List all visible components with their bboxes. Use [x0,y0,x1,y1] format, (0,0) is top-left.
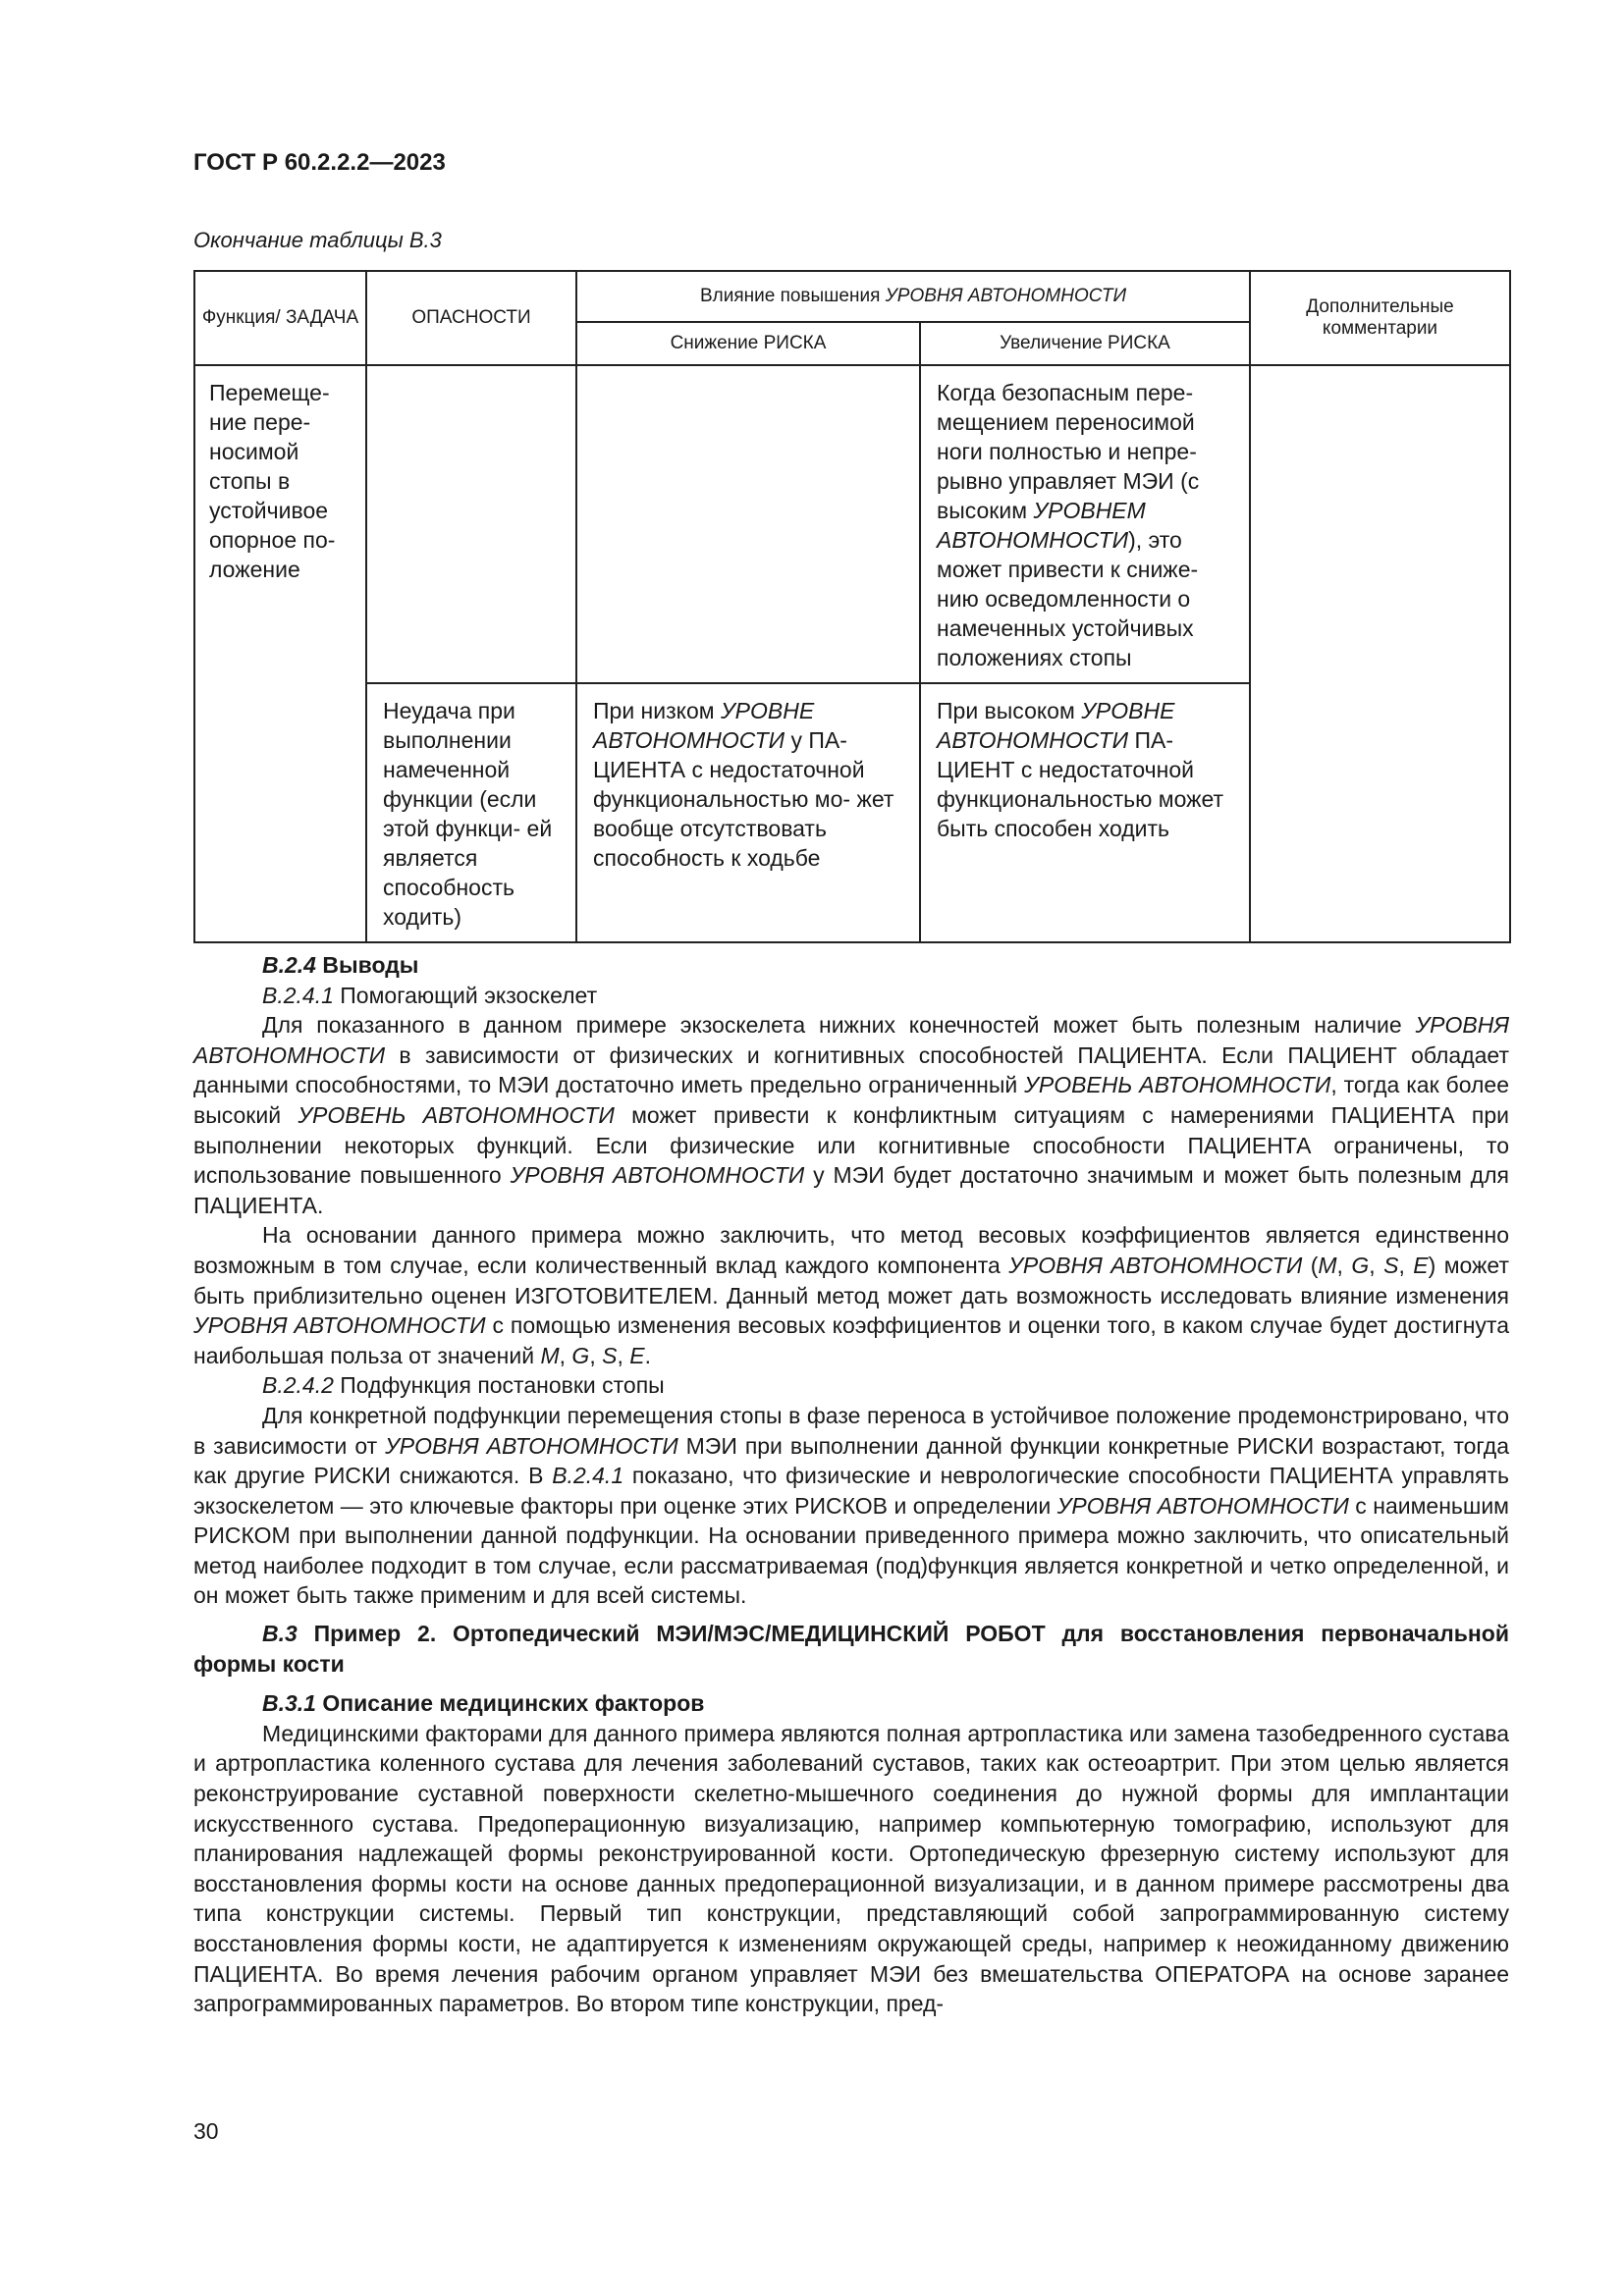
header-comments: Дополнительные комментарии [1250,271,1510,365]
heading-b241: В.2.4.1 Помогающий экзоскелет [262,982,598,1008]
paragraph-3: Для конкретной подфункции перемещения стопы в фазе переноса в устойчивое положение продемонстрировано, что в зависимости от УРОВНЯ АВТОНОМНОСТИ МЭИ при выполнении данной функции конкретные РИСКИ возрастают, тогда как другие РИСКИ снижаются. В В.2.4.1 показано, что физические и неврологические способности ПАЦИЕНТА управлять экзоскелетом — это ключевые факторы при оценке этих РИСКОВ и определении УРОВНЯ АВТОНОМНОСТИ с наименьшим РИСКОМ при выполнении данной подфункции. На основании приведенного примера можно заключить, что описательный метод наиболее подходит в том случае, если рассматриваемая (под)функция является конкретной и четко определенной, и он может быть также применим и для всей системы. [193,1402,1509,1609]
heading-b24: В.2.4 Выводы [262,952,419,978]
cell-function: Перемеще- ние пере- носимой стопы в устойчивое опорное по- ложение [194,365,366,942]
heading-b242: В.2.4.2 Подфункция постановки стопы [262,1372,665,1399]
cell-decrease-empty [576,365,920,683]
cell-decrease-row2: При низком УРОВНЕ АВТОНОМНОСТИ у ПА- ЦИЕНТА с недостаточной функциональностью мо- жет вообще отсутствовать способность к ходьбе [576,683,920,942]
header-risk-decrease: Снижение РИСКА [576,322,920,365]
risk-table [193,270,1511,943]
header-influence: Влияние повышения УРОВНЯ АВТОНОМНОСТИ [576,271,1250,322]
paragraph-1: Для показанного в данном примере экзоскелета нижних конечностей может быть полезным наличие УРОВНЯ АВТОНОМНОСТИ в зависимости от физических и когнитивных способностей ПАЦИЕНТА. Если ПАЦИЕНТ обладает данными способностями, то МЭИ достаточно иметь предельно ограниченный УРОВЕНЬ АВТОНОМНОСТИ, тогда как более высокий УРОВЕНЬ АВТОНОМНОСТИ может привести к конфликтным ситуациям с намерениями ПАЦИЕНТА при выполнении некоторых функций. Если физические или когнитивные способности ПАЦИЕНТА ограничены, то использование повышенного УРОВНЯ АВТОНОМНОСТИ у МЭИ будет достаточно значимым и может быть полезным для ПАЦИЕНТА. [193,1012,1510,1218]
cell-hazard-row2: Неудача при выполнении намеченной функции (если этой функци- ей является способность ходить) [366,683,576,942]
cell-increase-row1: Когда безопасным пере- мещением переносимой ноги полностью и непре- рывно управляет МЭИ (с высоким УРОВНЕМ АВТОНОМНОСТИ), это может привести к сниже- нию осведомленности о намеченных устойчивых положениях стопы [920,365,1250,683]
cell-comments-empty [1250,365,1510,942]
header-risk-increase: Увеличение РИСКА [920,322,1250,365]
cell-increase-row2: При высоком УРОВНЕ АВТОНОМНОСТИ ПА- ЦИЕНТ с недостаточной функциональностью может быть способен ходить [920,683,1250,942]
paragraph-2: На основании данного примера можно заключить, что метод весовых коэффициентов является единственно возможным в том случае, если количественный вклад каждого компонента УРОВНЯ АВТОНОМНОСТИ (M, G, S, E) может быть приблизительно оценен ИЗГОТОВИТЕЛЕМ. Данный метод может дать возможность исследовать влияние изменения УРОВНЯ АВТОНОМНОСТИ с помощью изменения весовых коэффициентов и оценки того, в каком случае будет достигнута наибольшая польза от значений M, G, S, E. [193,1222,1509,1368]
table-caption: Окончание таблицы В.3 [193,228,442,252]
body-text [193,950,1509,2019]
header-function: Функция/ ЗАДАЧА [194,271,366,365]
cell-hazard-empty [366,365,576,683]
document-header: ГОСТ Р 60.2.2.2—2023 [193,149,446,176]
page-number: 30 [193,2118,219,2144]
paragraph-4: Медицинскими факторами для данного примера являются полная артропластика или замена тазобедренного сустава и артропластика коленного сустава для лечения заболеваний суставов, таких как остеоартрит. При этом целью является реконструирование суставной поверхности скелетно-мышечного соединения до нужной формы для имплантации искусственного сустава. Предоперационную визуализацию, например компьютерную томографию, используют для планирования надлежащей формы реконструированной кости. Ортопедическую фрезерную систему используют для восстановления формы кости на основе данных предоперационной визуализации, и в данном примере рассмотрены два типа конструкции системы. Первый тип конструкции, представляющий собой запрограммированную систему восстановления формы кости, не адаптируется к изменениям окружающей среды, например к неожиданному движению ПАЦИЕНТА. Во время лечения рабочим органом управляет МЭИ без вмешательства ОПЕРАТОРА на основе заранее запрограммированных параметров. Во втором типе конструкции, пред- [193,1720,1509,2017]
heading-b31: В.3.1 Описание медицинских факторов [262,1690,705,1717]
heading-b3: В.3 Пример 2. Ортопедический МЭИ/МЭС/МЕДИЦИНСКИЙ РОБОТ для восстановления первоначальной формы кости [193,1621,1509,1677]
header-hazards: ОПАСНОСТИ [366,271,576,365]
